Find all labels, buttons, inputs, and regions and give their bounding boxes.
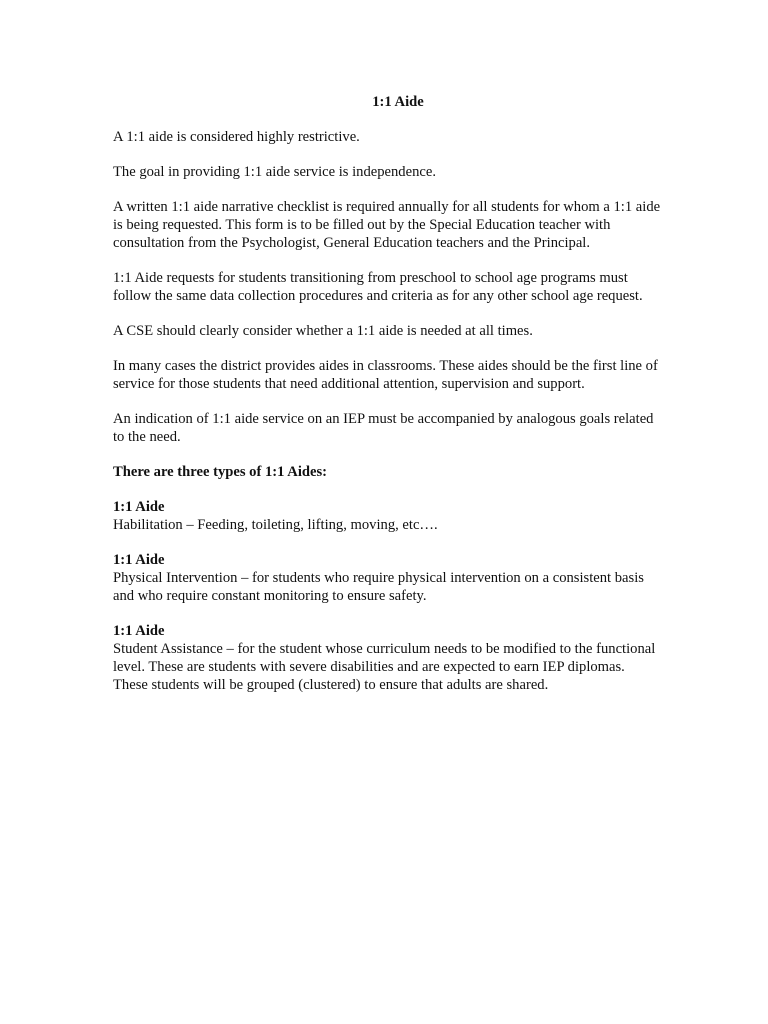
aide-type-heading: 1:1 Aide: [113, 552, 165, 568]
aide-type-physical-intervention: [113, 551, 661, 605]
paragraph-iep-goals: An indication of 1:1 aide service on an IEP must be accompanied by analogous goals related to the need.: [113, 411, 654, 445]
aide-type-heading: 1:1 Aide: [113, 499, 165, 515]
aide-type-habilitation: [113, 498, 661, 534]
document-title: 1:1 Aide: [372, 94, 424, 110]
paragraph-preschool-transition: 1:1 Aide requests for students transitioning from preschool to school age programs must follow the same data collection procedures and criteria as for any other school age request.: [113, 270, 643, 304]
paragraph-classroom-aides: In many cases the district provides aides in classrooms. These aides should be the first line of service for those students that need additional attention, supervision and support.: [113, 358, 658, 392]
paragraph-cse-consider: A CSE should clearly consider whether a 1:1 aide is needed at all times.: [113, 323, 533, 339]
paragraph-restrictive: A 1:1 aide is considered highly restrictive.: [113, 129, 360, 145]
aide-type-description: Student Assistance – for the student whose curriculum needs to be modified to the functional level. These are students with severe disabilities and are expected to earn IEP diplomas. These students will be grouped (clustered) to ensure that adults are shared.: [113, 641, 656, 693]
aide-type-heading: 1:1 Aide: [113, 623, 165, 639]
aide-type-description: Physical Intervention – for students who require physical intervention on a consistent basis and who require constant monitoring to ensure safety.: [113, 570, 644, 604]
types-heading: There are three types of 1:1 Aides:: [113, 464, 328, 480]
paragraph-checklist: A written 1:1 aide narrative checklist is required annually for all students for whom a 1:1 aide is being requested. This form is to be filled out by the Special Education teacher with consultation from the Psychologist, General Education teachers and the Principal.: [113, 199, 661, 251]
document-page: [113, 93, 661, 711]
aide-type-description: Habilitation – Feeding, toileting, lifting, moving, etc….: [113, 517, 438, 533]
aide-type-student-assistance: [113, 622, 661, 694]
paragraph-goal: The goal in providing 1:1 aide service is independence.: [113, 164, 436, 180]
